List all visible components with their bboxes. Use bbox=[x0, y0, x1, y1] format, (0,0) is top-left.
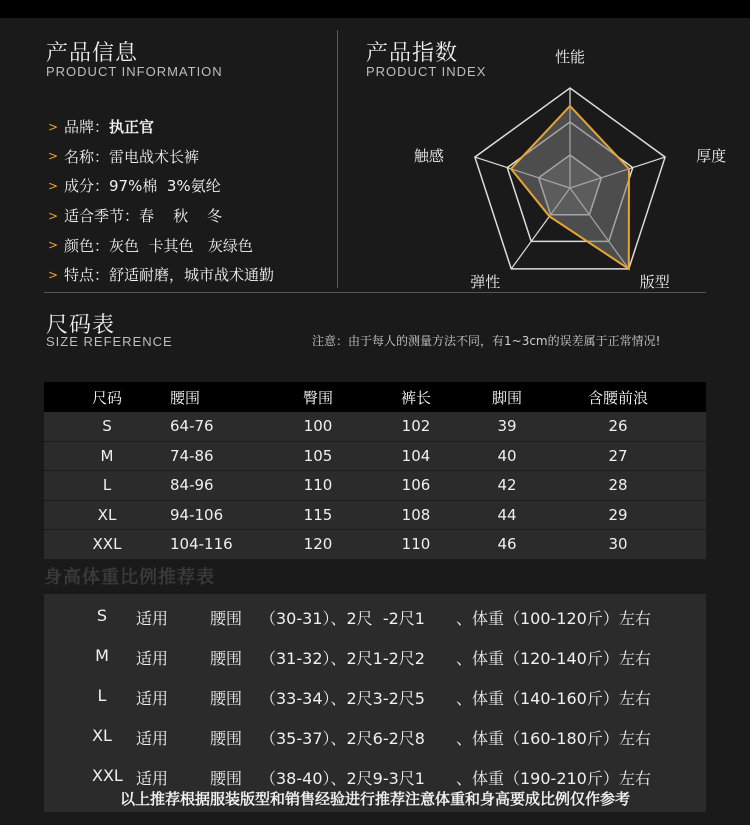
size-reference-title: 尺码表 bbox=[46, 313, 116, 338]
info-label: 适合季节： bbox=[64, 207, 140, 226]
rec-weight: 、体重（190-210斤）左右 bbox=[456, 769, 651, 788]
cell-size: XXL bbox=[92, 535, 122, 554]
size-table-row bbox=[44, 501, 706, 531]
info-row-color bbox=[46, 230, 326, 260]
cell-leg-opening: 40 bbox=[497, 446, 517, 465]
radar-axis-label: 性能 bbox=[554, 48, 586, 66]
size-table-row bbox=[44, 442, 706, 472]
product-info-subtitle: PRODUCT INFORMATION bbox=[46, 64, 223, 79]
info-value: 舒适耐磨，城市战术通勤 bbox=[109, 266, 275, 285]
rec-size: L bbox=[97, 686, 107, 705]
cell-hip: 120 bbox=[303, 535, 333, 554]
product-info-title: 产品信息 bbox=[46, 41, 139, 66]
cell-front-rise: 28 bbox=[608, 476, 628, 495]
info-row-season bbox=[46, 201, 326, 231]
info-label: 颜色： bbox=[64, 236, 110, 255]
info-row-brand bbox=[46, 112, 326, 142]
cell-waist: 84-96 bbox=[170, 476, 214, 495]
cell-front-rise: 29 bbox=[608, 505, 628, 524]
cell-hip: 105 bbox=[303, 446, 333, 465]
chevron-right-icon: > bbox=[48, 149, 59, 164]
info-label: 名称： bbox=[64, 147, 110, 166]
recommendation-row bbox=[44, 718, 706, 758]
product-info-list bbox=[46, 112, 326, 290]
cell-waist: 94-106 bbox=[170, 505, 224, 524]
recommendation-title: 身高体重比例推荐表 bbox=[44, 567, 215, 588]
info-row-name bbox=[46, 142, 326, 172]
cell-size: L bbox=[102, 476, 112, 495]
rec-range: （31-32）、2尺1-2尺2 bbox=[260, 649, 425, 668]
header-size: 尺码 bbox=[91, 388, 122, 407]
cell-leg-opening: 46 bbox=[497, 535, 517, 554]
info-value: 灰色 卡其色 灰绿色 bbox=[109, 236, 253, 255]
rec-weight: 、体重（120-140斤）左右 bbox=[456, 649, 651, 668]
cell-front-rise: 27 bbox=[608, 446, 628, 465]
section-divider-horizontal bbox=[44, 292, 706, 293]
rec-fit: 适用 bbox=[136, 689, 169, 708]
size-reference-subtitle: SIZE REFERENCE bbox=[46, 334, 173, 349]
cell-front-rise: 30 bbox=[608, 535, 628, 554]
info-label: 品牌： bbox=[64, 118, 110, 137]
recommendation-footer: 以上推荐根据服装版型和销售经验进行推荐注意体重和身高要成比例仅作参考 bbox=[119, 790, 630, 808]
rec-range: （30-31）、2尺 -2尺1 bbox=[260, 609, 425, 628]
cell-leg-opening: 44 bbox=[497, 505, 517, 524]
recommendation-row bbox=[44, 598, 706, 638]
header-length: 裤长 bbox=[400, 388, 431, 407]
rec-label: 腰围 bbox=[210, 609, 243, 628]
cell-hip: 100 bbox=[303, 417, 333, 436]
measurement-note: 注意：由于每人的测量方法不同，有1~3cm的误差属于正常情况! bbox=[312, 334, 661, 348]
info-value: 春 秋 冬 bbox=[139, 207, 223, 226]
rec-fit: 适用 bbox=[136, 729, 169, 748]
rec-size: S bbox=[96, 606, 108, 625]
chevron-right-icon: > bbox=[48, 238, 59, 253]
info-value: 97%棉 3%氨纶 bbox=[109, 177, 221, 196]
recommendation-row bbox=[44, 638, 706, 678]
cell-hip: 115 bbox=[303, 505, 333, 524]
chevron-right-icon: > bbox=[48, 178, 59, 193]
cell-leg-opening: 39 bbox=[497, 417, 517, 436]
rec-range: （38-40）、2尺9-3尺1 bbox=[260, 769, 425, 788]
recommendation-table bbox=[44, 594, 706, 812]
rec-range: （33-34）、2尺3-2尺5 bbox=[260, 689, 425, 708]
size-table bbox=[44, 382, 706, 560]
top-bar bbox=[0, 0, 750, 18]
cell-waist: 104-116 bbox=[170, 535, 233, 554]
header-waist: 腰围 bbox=[170, 388, 201, 407]
header-leg-opening: 脚围 bbox=[491, 388, 522, 407]
header-front-rise: 含腰前浪 bbox=[587, 388, 648, 407]
radar-chart bbox=[413, 48, 727, 294]
section-divider-vertical bbox=[337, 30, 338, 288]
size-table-header bbox=[44, 382, 706, 412]
cell-length: 104 bbox=[401, 446, 431, 465]
rec-weight: 、体重（140-160斤）左右 bbox=[456, 689, 651, 708]
cell-waist: 64-76 bbox=[170, 417, 214, 436]
info-value: 执正官 bbox=[109, 118, 155, 137]
rec-weight: 、体重（100-120斤）左右 bbox=[456, 609, 651, 628]
rec-label: 腰围 bbox=[210, 769, 243, 788]
rec-size: XXL bbox=[92, 766, 123, 785]
radar-axis-label: 版型 bbox=[639, 272, 670, 291]
radar-axis-label: 厚度 bbox=[696, 147, 727, 166]
product-index-subtitle: PRODUCT INDEX bbox=[366, 64, 487, 79]
cell-size: M bbox=[100, 446, 114, 465]
header-hip: 臀围 bbox=[302, 388, 333, 407]
rec-size: XL bbox=[92, 726, 112, 745]
cell-length: 102 bbox=[401, 417, 431, 436]
cell-hip: 110 bbox=[303, 476, 333, 495]
cell-size: XL bbox=[97, 505, 117, 524]
rec-fit: 适用 bbox=[136, 649, 169, 668]
chevron-right-icon: > bbox=[48, 119, 59, 134]
info-value: 雷电战术长裤 bbox=[109, 147, 200, 166]
recommendation-row bbox=[44, 678, 706, 718]
info-label: 成分： bbox=[64, 177, 110, 196]
radar-axis-label: 弹性 bbox=[470, 272, 501, 291]
cell-length: 106 bbox=[401, 476, 431, 495]
info-label: 特点： bbox=[64, 266, 110, 285]
cell-front-rise: 26 bbox=[608, 417, 628, 436]
chevron-right-icon: > bbox=[48, 208, 59, 223]
cell-length: 108 bbox=[401, 505, 431, 524]
size-table-row bbox=[44, 412, 706, 442]
size-table-row bbox=[44, 530, 706, 560]
chevron-right-icon: > bbox=[48, 267, 59, 282]
cell-waist: 74-86 bbox=[170, 446, 214, 465]
rec-label: 腰围 bbox=[210, 729, 243, 748]
rec-size: M bbox=[95, 646, 109, 665]
cell-size: S bbox=[102, 417, 112, 436]
product-index-title: 产品指数 bbox=[366, 41, 459, 66]
info-row-feature bbox=[46, 260, 326, 290]
rec-range: （35-37）、2尺6-2尺8 bbox=[260, 729, 425, 748]
rec-weight: 、体重（160-180斤）左右 bbox=[456, 729, 651, 748]
cell-leg-opening: 42 bbox=[497, 476, 517, 495]
rec-label: 腰围 bbox=[210, 689, 243, 708]
size-table-row bbox=[44, 471, 706, 501]
info-row-material bbox=[46, 171, 326, 201]
rec-fit: 适用 bbox=[136, 769, 169, 788]
rec-fit: 适用 bbox=[136, 609, 169, 628]
rec-label: 腰围 bbox=[210, 649, 243, 668]
cell-length: 110 bbox=[401, 535, 431, 554]
radar-axis-label: 触感 bbox=[413, 147, 444, 166]
